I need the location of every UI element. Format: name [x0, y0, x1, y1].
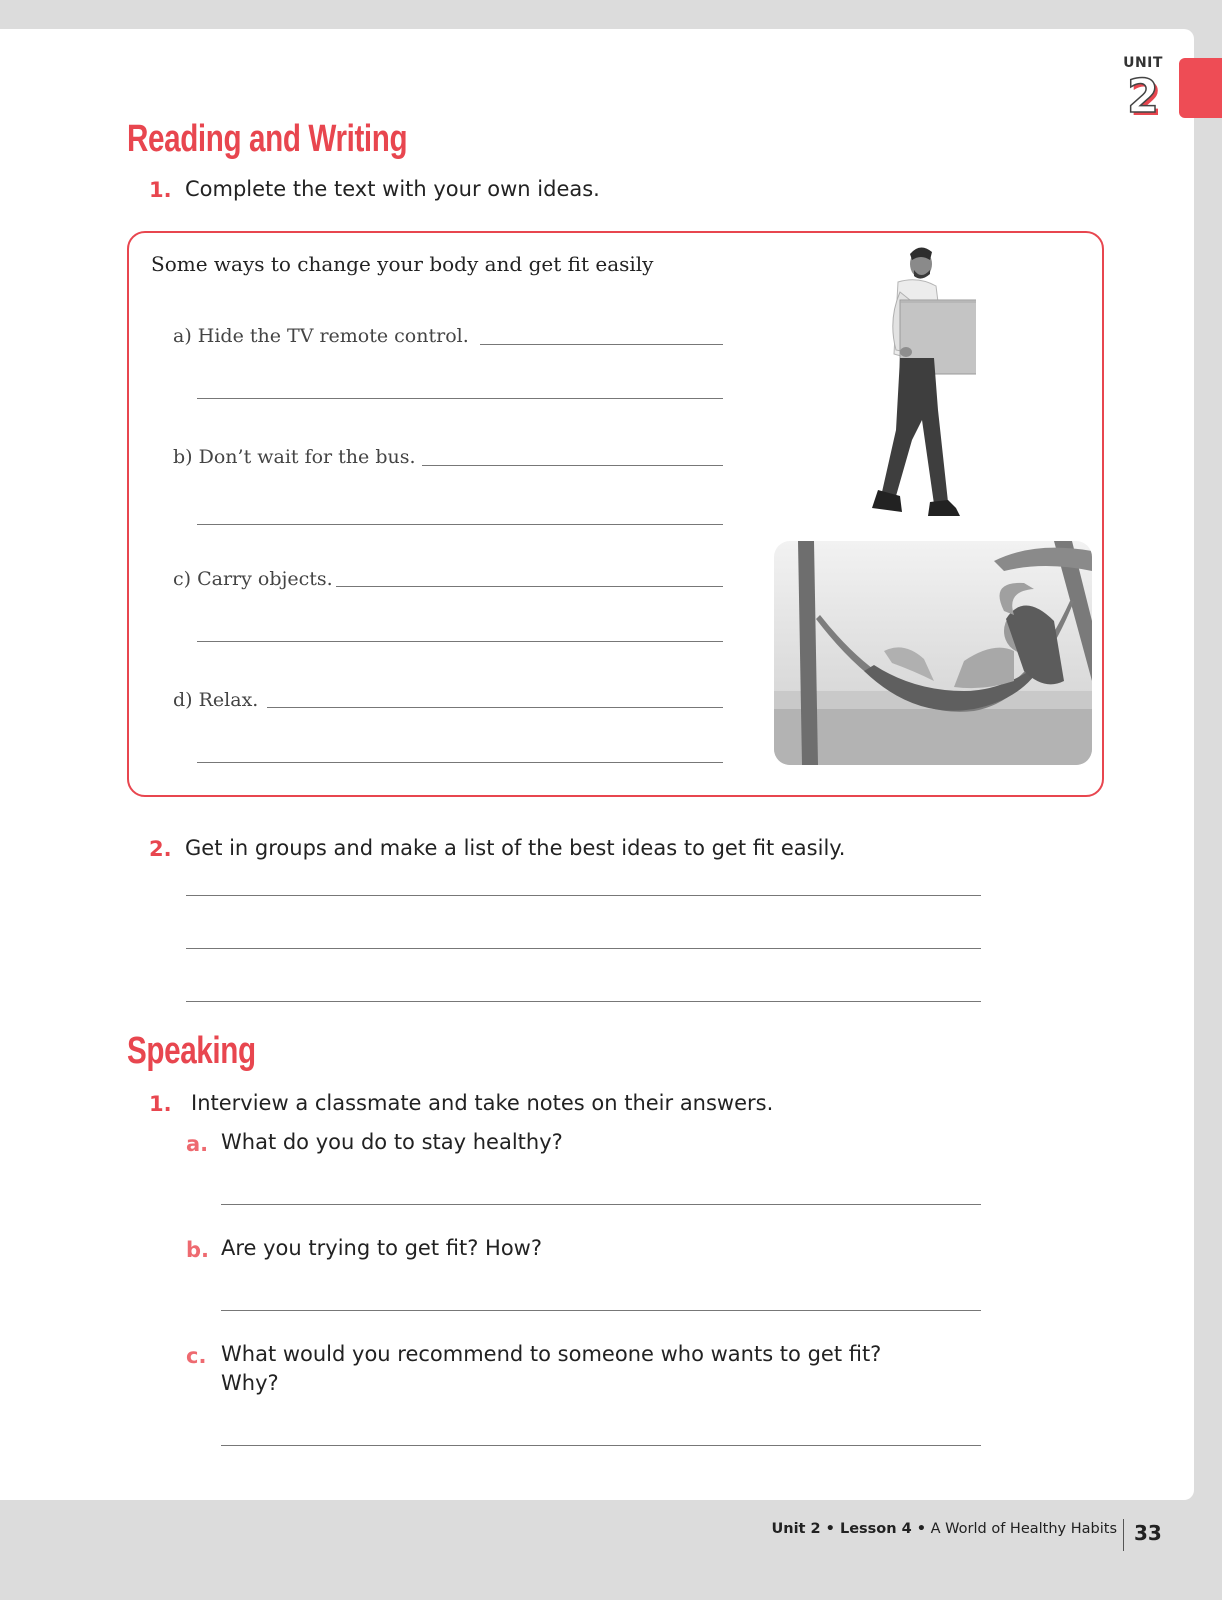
sand	[774, 709, 1092, 765]
answer-line-question-c[interactable]	[221, 1445, 981, 1446]
footer-unit-lesson: Unit 2 • Lesson 4 •	[771, 1521, 927, 1537]
answer-line-d2[interactable]	[197, 762, 723, 763]
item-b: b) Don’t wait for the bus.	[173, 446, 416, 468]
question-c-letter: c.	[186, 1344, 207, 1368]
answer-line-c1[interactable]	[336, 586, 723, 587]
reading-writing-title: Reading and Writing	[127, 118, 408, 160]
footer-lesson-info	[700, 1521, 1117, 1537]
answer-line-c2[interactable]	[197, 641, 723, 642]
unit-number: 2	[1126, 69, 1159, 123]
answer-line-b2[interactable]	[197, 524, 723, 525]
exercise-2-line-2[interactable]	[186, 948, 981, 949]
exercise-2-line-1[interactable]	[186, 895, 981, 896]
footer-separator	[1123, 1519, 1124, 1551]
woman-in-hammock-photo	[774, 541, 1092, 765]
question-b: Are you trying to get fit? How?	[221, 1236, 542, 1260]
unit-label: UNIT	[1123, 55, 1163, 71]
exercise-2-instruction: Get in groups and make a list of the best ideas to get fit easily.	[185, 836, 846, 860]
exercise-2-number: 2.	[149, 837, 172, 861]
man-carrying-box-photo	[826, 240, 976, 540]
man-jeans	[882, 358, 948, 504]
answer-line-question-a[interactable]	[221, 1204, 981, 1205]
item-d: d) Relax.	[173, 689, 259, 711]
question-a-letter: a.	[186, 1132, 209, 1156]
item-a: a) Hide the TV remote control.	[173, 325, 469, 347]
answer-line-b1[interactable]	[422, 465, 723, 466]
speaking-exercise-1-instruction: Interview a classmate and take notes on their answers.	[191, 1091, 774, 1115]
unit-tab-marker	[1179, 58, 1222, 118]
question-b-letter: b.	[186, 1238, 210, 1262]
question-c-line-2: Why?	[221, 1371, 279, 1395]
answer-line-a2[interactable]	[197, 398, 723, 399]
answer-line-a1[interactable]	[480, 344, 723, 345]
answer-line-d1[interactable]	[267, 707, 723, 708]
man-shoe-left	[872, 490, 902, 512]
exercise-2-line-3[interactable]	[186, 1001, 981, 1002]
item-c: c) Carry objects.	[173, 568, 333, 590]
man-shoe-right	[928, 500, 960, 516]
exercise-1-number: 1.	[149, 178, 172, 202]
speaking-title: Speaking	[127, 1030, 256, 1072]
exercise-1-instruction: Complete the text with your own ideas.	[185, 177, 600, 201]
footer-lesson-title: A World of Healthy Habits	[930, 1521, 1117, 1537]
box-title: Some ways to change your body and get fit easily	[151, 252, 654, 276]
question-c-line-1: What would you recommend to someone who wants to get fit?	[221, 1342, 882, 1366]
page-number: 33	[1134, 1521, 1162, 1545]
question-a: What do you do to stay healthy?	[221, 1130, 563, 1154]
answer-line-question-b[interactable]	[221, 1310, 981, 1311]
speaking-exercise-1-number: 1.	[149, 1092, 172, 1116]
